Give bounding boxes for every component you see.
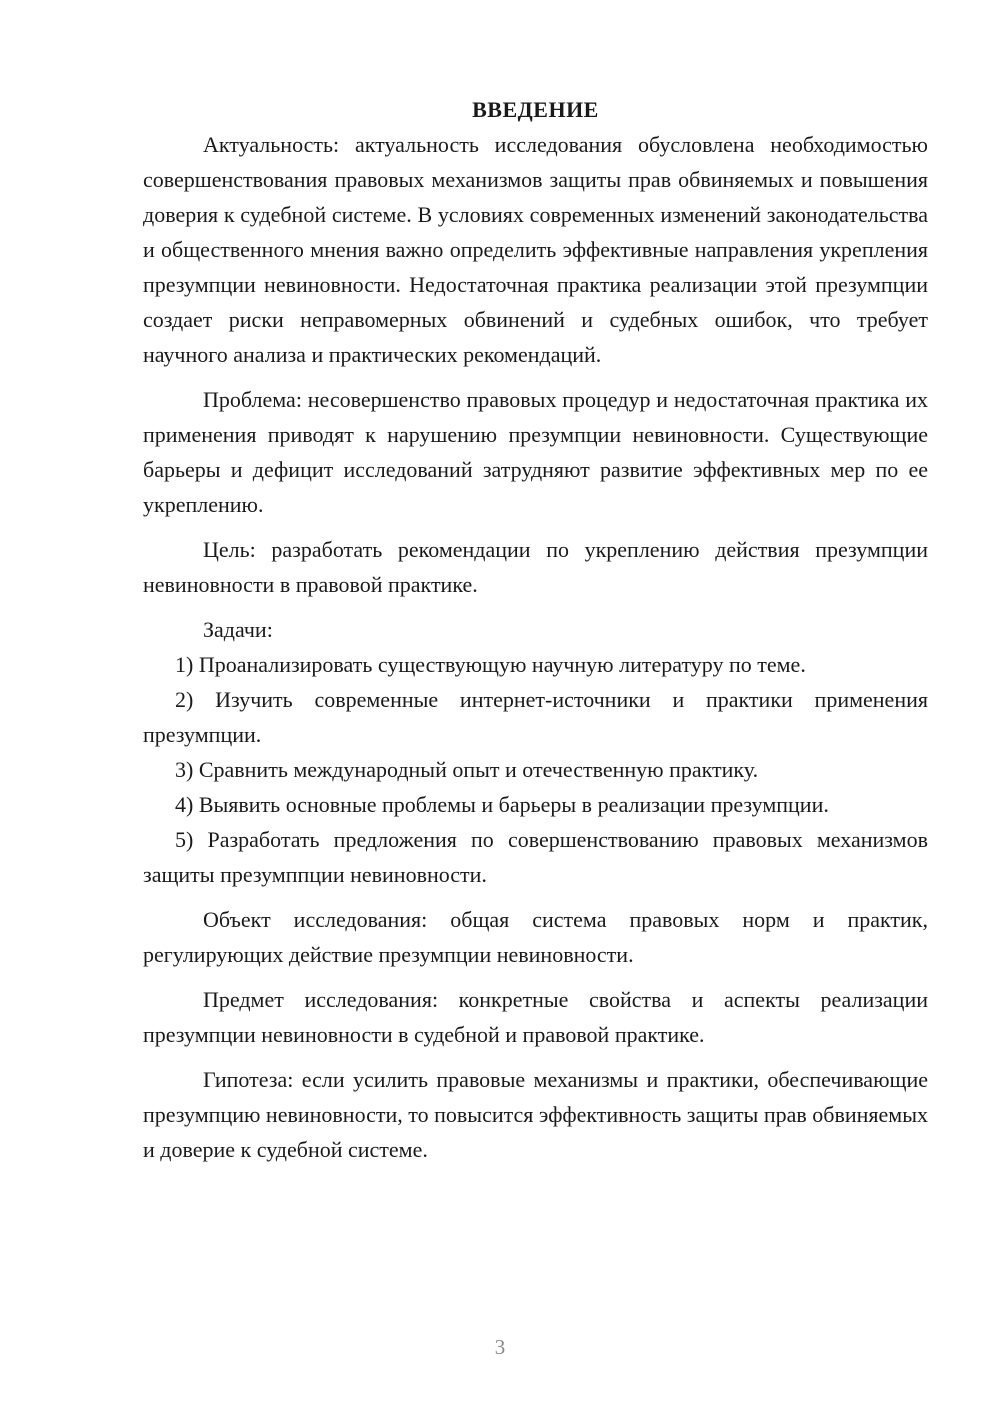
list-item-task-1: 1) Проанализировать существующую научную литературу по теме. [175,652,806,677]
paragraph-object: Объект исследования: общая система правовых норм и практик, регулирующих действие презумпции невиновности. [143,907,928,967]
paragraph-goal: Цель: разработать рекомендации по укреплению действия презумпции невиновности в правовой практике. [143,537,928,597]
page-title: ВВЕДЕНИЕ [472,97,599,122]
list-item-task-4: 4) Выявить основные проблемы и барьеры в реализации презумпции. [175,792,829,817]
paragraph-tasks-heading: Задачи: [203,617,273,642]
paragraph-problem: Проблема: несовершенство правовых процедур и недостаточная практика их применения приводят к нарушению презумпции невиновности. Существующие барьеры и дефицит исследований затрудняют развитие эффективных мер по ее укреплению. [143,387,928,517]
document-body [143,92,928,1167]
list-item-task-3: 3) Сравнить международный опыт и отечественную практику. [175,757,759,782]
paragraph-subject: Предмет исследования: конкретные свойства и аспекты реализации презумпции невиновности в судебной и правовой практике. [143,987,928,1047]
paragraph-relevance: Актуальность: актуальность исследования обусловлена необходимостью совершенствования правовых механизмов защиты прав обвиняемых и повышения доверия к судебной системе. В условиях современных изменений законодательства и общественного мнения важно определить эффективные направления укрепления презумпции невиновности. Недостаточная практика реализации этой презумпции создает риски неправомерных обвинений и судебных ошибок, что требует научного анализа и практических рекомендаций. [143,132,928,367]
page-number: 3 [494,1335,506,1359]
paragraph-hypothesis: Гипотеза: если усилить правовые механизмы и практики, обеспечивающие презумпцию невиновности, то повысится эффективность защиты прав обвиняемых и доверие к судебной системе. [143,1067,928,1162]
list-item-task-5: 5) Разработать предложения по совершенствованию правовых механизмов защиты презумппции невиновности. [143,827,928,887]
list-item-task-2: 2) Изучить современные интернет-источники и практики применения презумпции. [143,687,928,747]
